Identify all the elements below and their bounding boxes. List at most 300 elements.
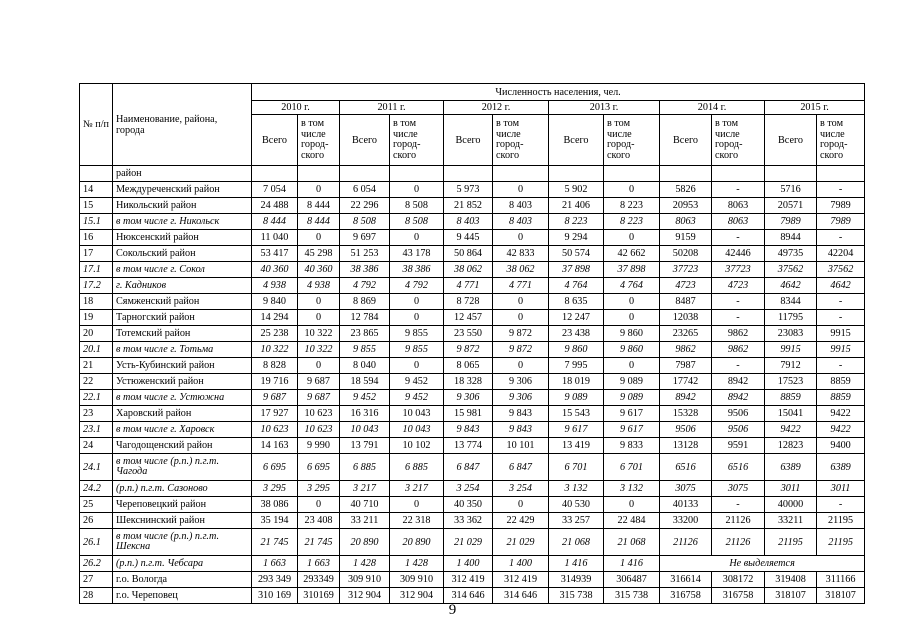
value-cell: 7989	[817, 198, 865, 214]
value-cell: 310 169	[252, 588, 298, 604]
value-cell: 21126	[660, 529, 712, 556]
value-cell: 20 890	[390, 529, 444, 556]
value-cell: 1 400	[444, 556, 493, 572]
value-cell: 9506	[660, 422, 712, 438]
value-cell: 10 043	[390, 406, 444, 422]
value-cell: 13 791	[340, 438, 390, 454]
row-name: Шекснинский район	[113, 513, 252, 529]
value-cell	[817, 166, 865, 182]
value-cell: 9862	[712, 342, 765, 358]
value-cell: 8 508	[390, 214, 444, 230]
value-cell	[444, 166, 493, 182]
value-cell: 40 350	[444, 497, 493, 513]
value-cell: 14 163	[252, 438, 298, 454]
value-cell: 9 840	[252, 294, 298, 310]
row-number: 24.1	[80, 454, 113, 481]
value-cell: 6516	[712, 454, 765, 481]
header-year: 2014 г.	[660, 101, 765, 115]
table-row	[80, 326, 865, 342]
value-cell: 11795	[765, 310, 817, 326]
value-cell: 8 828	[252, 358, 298, 374]
value-cell: 9 617	[604, 406, 660, 422]
value-cell: 8 403	[493, 198, 549, 214]
value-cell: 8 444	[298, 214, 340, 230]
value-cell: 23 408	[298, 513, 340, 529]
value-cell: 5 902	[549, 182, 604, 198]
value-cell: 21195	[765, 529, 817, 556]
header-total: Всего	[660, 115, 712, 166]
value-cell: 8 728	[444, 294, 493, 310]
value-cell: 9 860	[549, 342, 604, 358]
value-cell: 15041	[765, 406, 817, 422]
value-cell: 8859	[817, 374, 865, 390]
row-name: Никольский район	[113, 198, 252, 214]
value-cell: 38 062	[444, 262, 493, 278]
value-cell: 6 701	[549, 454, 604, 481]
table-row	[80, 198, 865, 214]
value-cell: 293349	[298, 572, 340, 588]
value-cell: 9 294	[549, 230, 604, 246]
value-cell: 0	[298, 358, 340, 374]
value-cell: 8 223	[604, 214, 660, 230]
value-cell: 9506	[712, 422, 765, 438]
value-cell: 37562	[765, 262, 817, 278]
row-number: 17.2	[80, 278, 113, 294]
value-cell: 0	[604, 497, 660, 513]
value-cell: 308172	[712, 572, 765, 588]
value-cell: 3 217	[390, 481, 444, 497]
value-cell: 21195	[817, 529, 865, 556]
value-cell: 309 910	[340, 572, 390, 588]
value-cell: 21 068	[549, 529, 604, 556]
value-cell: 9 306	[493, 390, 549, 406]
value-cell: 23 550	[444, 326, 493, 342]
value-cell: 15 543	[549, 406, 604, 422]
value-cell: 10 623	[298, 406, 340, 422]
value-cell: 9915	[817, 342, 865, 358]
value-cell: 18 594	[340, 374, 390, 390]
value-cell: -	[712, 294, 765, 310]
value-cell: 6 054	[340, 182, 390, 198]
value-cell: 10 043	[340, 422, 390, 438]
row-number: 26.2	[80, 556, 113, 572]
header-year: 2012 г.	[444, 101, 549, 115]
row-name: в том числе г. Сокол	[113, 262, 252, 278]
row-number: 19	[80, 310, 113, 326]
value-cell: 9 843	[493, 422, 549, 438]
value-cell	[298, 166, 340, 182]
row-name: г.о. Вологда	[113, 572, 252, 588]
value-cell: 37 898	[549, 262, 604, 278]
table-row	[80, 278, 865, 294]
value-cell: 312 904	[390, 588, 444, 604]
table-row	[80, 374, 865, 390]
value-cell: 316758	[712, 588, 765, 604]
value-cell: 13 774	[444, 438, 493, 454]
row-name: Чагодощенский район	[113, 438, 252, 454]
value-cell: 0	[493, 310, 549, 326]
table-row	[80, 230, 865, 246]
header-total: Всего	[252, 115, 298, 166]
value-cell: 9 860	[604, 326, 660, 342]
value-cell: 10 322	[298, 342, 340, 358]
value-cell: 50 864	[444, 246, 493, 262]
value-cell: 311166	[817, 572, 865, 588]
row-number: 24.2	[80, 481, 113, 497]
value-cell: 4 792	[340, 278, 390, 294]
value-cell: 0	[390, 182, 444, 198]
value-cell: 14 294	[252, 310, 298, 326]
value-cell: 9422	[817, 422, 865, 438]
value-cell: 312 419	[493, 572, 549, 588]
value-cell: 9422	[765, 422, 817, 438]
value-cell: 0	[604, 182, 660, 198]
value-cell: 22 296	[340, 198, 390, 214]
value-cell: 0	[298, 294, 340, 310]
value-cell: 8 635	[549, 294, 604, 310]
value-cell: 3 132	[604, 481, 660, 497]
value-cell: 9 452	[390, 390, 444, 406]
value-cell: 3 132	[549, 481, 604, 497]
value-cell: 4 764	[604, 278, 660, 294]
table-row	[80, 390, 865, 406]
row-number: 17.1	[80, 262, 113, 278]
value-cell: 8 223	[604, 198, 660, 214]
value-cell: 8063	[712, 198, 765, 214]
value-cell: 9 452	[390, 374, 444, 390]
value-cell: 0	[390, 310, 444, 326]
value-cell: 33 257	[549, 513, 604, 529]
row-name: (р.п.) п.г.т. Чебсара	[113, 556, 252, 572]
table-body	[80, 166, 865, 604]
value-cell: 9 306	[493, 374, 549, 390]
value-cell: 21 852	[444, 198, 493, 214]
value-cell: 316758	[660, 588, 712, 604]
header-year: 2011 г.	[340, 101, 444, 115]
row-name: (р.п.) п.г.т. Сазоново	[113, 481, 252, 497]
value-cell: 312 419	[444, 572, 493, 588]
row-name: г. Кадников	[113, 278, 252, 294]
value-cell: 40000	[765, 497, 817, 513]
value-cell: -	[817, 358, 865, 374]
row-name: Междуреченский район	[113, 182, 252, 198]
value-cell: 37723	[660, 262, 712, 278]
value-cell: 5716	[765, 182, 817, 198]
value-cell: 6 847	[493, 454, 549, 481]
table-row	[80, 572, 865, 588]
row-name: Харовский район	[113, 406, 252, 422]
value-cell: 319408	[765, 572, 817, 588]
value-cell	[252, 166, 298, 182]
header-urban: в том числе город-ского	[493, 115, 549, 166]
value-cell: 8942	[712, 390, 765, 406]
value-cell	[604, 166, 660, 182]
value-cell: 9591	[712, 438, 765, 454]
value-cell: 7912	[765, 358, 817, 374]
value-cell: 37562	[817, 262, 865, 278]
value-cell: 9 687	[298, 390, 340, 406]
value-cell: 306487	[604, 572, 660, 588]
value-cell: 42 833	[493, 246, 549, 262]
value-cell: 9 855	[340, 342, 390, 358]
value-cell: 40 530	[549, 497, 604, 513]
row-number: 27	[80, 572, 113, 588]
value-cell: 9 306	[444, 390, 493, 406]
value-cell	[493, 166, 549, 182]
value-cell: 310169	[298, 588, 340, 604]
value-cell: 10 623	[298, 422, 340, 438]
value-cell: 3011	[817, 481, 865, 497]
value-cell: 8859	[817, 390, 865, 406]
row-number: 23	[80, 406, 113, 422]
table-row	[80, 358, 865, 374]
value-cell: 0	[604, 358, 660, 374]
value-cell: 3 254	[444, 481, 493, 497]
value-cell	[765, 166, 817, 182]
value-cell: 33211	[765, 513, 817, 529]
value-cell: 22 429	[493, 513, 549, 529]
header-total: Всего	[765, 115, 817, 166]
value-cell: 38 386	[340, 262, 390, 278]
row-number: 20.1	[80, 342, 113, 358]
table-row	[80, 454, 865, 481]
row-name: в том числе (р.п.) п.г.т. Шексна	[113, 529, 252, 556]
value-cell: 7 995	[549, 358, 604, 374]
page-number: 9	[448, 602, 457, 618]
value-cell: 35 194	[252, 513, 298, 529]
value-cell: 4 771	[444, 278, 493, 294]
value-cell: 11 040	[252, 230, 298, 246]
value-cell: 7989	[765, 214, 817, 230]
value-cell: 17742	[660, 374, 712, 390]
value-cell: 21195	[817, 513, 865, 529]
row-number: 18	[80, 294, 113, 310]
row-number: 24	[80, 438, 113, 454]
value-cell: 17 927	[252, 406, 298, 422]
value-cell: 42204	[817, 246, 865, 262]
value-cell: 1 400	[493, 556, 549, 572]
header-urban: в том числе город-ского	[712, 115, 765, 166]
row-name: Тотемский район	[113, 326, 252, 342]
value-cell: 8 508	[340, 214, 390, 230]
value-cell: 10 623	[252, 422, 298, 438]
value-cell: 18 019	[549, 374, 604, 390]
value-cell: 0	[493, 294, 549, 310]
value-cell: 314 646	[444, 588, 493, 604]
table-row	[80, 497, 865, 513]
value-cell	[390, 166, 444, 182]
value-cell: 22 318	[390, 513, 444, 529]
value-cell: -	[712, 230, 765, 246]
value-cell: -	[712, 182, 765, 198]
value-cell: 6 695	[252, 454, 298, 481]
row-name: Нюксенский район	[113, 230, 252, 246]
value-cell: 9 843	[493, 406, 549, 422]
value-cell: 7 054	[252, 182, 298, 198]
row-name: Тарногский район	[113, 310, 252, 326]
value-cell: 9 687	[298, 374, 340, 390]
row-number: 28	[80, 588, 113, 604]
value-cell: 3 295	[252, 481, 298, 497]
value-cell: 0	[298, 182, 340, 198]
value-cell: -	[712, 310, 765, 326]
value-cell: 0	[493, 358, 549, 374]
row-number: 25	[80, 497, 113, 513]
value-cell: 0	[298, 497, 340, 513]
value-cell: 40133	[660, 497, 712, 513]
value-cell: 9 872	[444, 342, 493, 358]
value-cell: 9 697	[340, 230, 390, 246]
value-cell: 10 322	[298, 326, 340, 342]
value-cell: 9862	[660, 342, 712, 358]
value-cell: 9 855	[390, 326, 444, 342]
value-cell: 0	[604, 310, 660, 326]
value-cell: 3011	[765, 481, 817, 497]
table-row	[80, 481, 865, 497]
row-name: в том числе (р.п.) п.г.т. Чагода	[113, 454, 252, 481]
row-number: 22	[80, 374, 113, 390]
value-cell: 309 910	[390, 572, 444, 588]
value-cell: 4 771	[493, 278, 549, 294]
value-cell: 9 872	[493, 326, 549, 342]
value-cell: 3 217	[340, 481, 390, 497]
table-row	[80, 422, 865, 438]
value-cell: 5826	[660, 182, 712, 198]
value-cell: 20953	[660, 198, 712, 214]
value-cell: 12 784	[340, 310, 390, 326]
value-cell: 21 029	[444, 529, 493, 556]
value-cell: 37 898	[604, 262, 660, 278]
value-cell: 318107	[817, 588, 865, 604]
value-cell: 9 089	[604, 374, 660, 390]
value-cell: 25 238	[252, 326, 298, 342]
row-number: 20	[80, 326, 113, 342]
value-cell: 19 716	[252, 374, 298, 390]
value-cell: -	[712, 497, 765, 513]
value-cell: 8 040	[340, 358, 390, 374]
value-cell: 0	[390, 358, 444, 374]
value-cell: 3075	[712, 481, 765, 497]
value-cell: 9 617	[549, 422, 604, 438]
value-cell: 9 860	[604, 342, 660, 358]
table-row	[80, 294, 865, 310]
value-cell: 50 574	[549, 246, 604, 262]
header-total: Всего	[549, 115, 604, 166]
value-cell: 4 938	[298, 278, 340, 294]
row-number: 14	[80, 182, 113, 198]
value-cell: 21 745	[298, 529, 340, 556]
value-cell: 12 247	[549, 310, 604, 326]
value-cell: 9 617	[604, 422, 660, 438]
value-cell: -	[817, 230, 865, 246]
value-cell: -	[817, 310, 865, 326]
value-cell: 8 223	[549, 214, 604, 230]
header-year: 2015 г.	[765, 101, 865, 115]
value-cell: 53 417	[252, 246, 298, 262]
value-cell: 4723	[712, 278, 765, 294]
value-cell: 21 745	[252, 529, 298, 556]
table-row	[80, 214, 865, 230]
row-number: 21	[80, 358, 113, 374]
table-row	[80, 246, 865, 262]
value-cell: 4 792	[390, 278, 444, 294]
row-name: в том числе г. Харовск	[113, 422, 252, 438]
value-cell: 4 764	[549, 278, 604, 294]
value-cell: 9422	[817, 406, 865, 422]
value-cell: 23 865	[340, 326, 390, 342]
value-cell: 20571	[765, 198, 817, 214]
value-cell: 12 457	[444, 310, 493, 326]
value-cell: 1 663	[252, 556, 298, 572]
value-cell: 9 687	[252, 390, 298, 406]
row-name: район	[113, 166, 252, 182]
value-cell	[660, 166, 712, 182]
value-cell: 9 833	[604, 438, 660, 454]
row-number: 26	[80, 513, 113, 529]
value-cell: 8063	[712, 214, 765, 230]
value-cell: 314939	[549, 572, 604, 588]
table-row	[80, 166, 865, 182]
value-cell: 24 488	[252, 198, 298, 214]
value-cell: 0	[390, 497, 444, 513]
row-number: 26.1	[80, 529, 113, 556]
value-cell: 9 843	[444, 422, 493, 438]
header-name: Наименование, района, города	[113, 84, 252, 166]
value-cell: 15328	[660, 406, 712, 422]
value-cell: 9506	[712, 406, 765, 422]
table-row	[80, 262, 865, 278]
value-cell: 8942	[660, 390, 712, 406]
value-cell: 38 086	[252, 497, 298, 513]
value-cell: 6389	[765, 454, 817, 481]
value-cell: 21126	[712, 513, 765, 529]
header-total: Всего	[340, 115, 390, 166]
value-cell: -	[817, 294, 865, 310]
value-cell: 9 872	[493, 342, 549, 358]
value-cell: 1 428	[390, 556, 444, 572]
value-cell: 13128	[660, 438, 712, 454]
value-cell: 0	[493, 182, 549, 198]
not-allocated-note: Не выделяется	[660, 556, 865, 572]
value-cell: 9 990	[298, 438, 340, 454]
value-cell: 4723	[660, 278, 712, 294]
value-cell: 21 029	[493, 529, 549, 556]
value-cell: 10 043	[390, 422, 444, 438]
value-cell: 3 295	[298, 481, 340, 497]
row-number: 22.1	[80, 390, 113, 406]
value-cell: 0	[298, 310, 340, 326]
value-cell: 8944	[765, 230, 817, 246]
table-row	[80, 406, 865, 422]
table-row	[80, 529, 865, 556]
header-total: Всего	[444, 115, 493, 166]
value-cell: 1 416	[549, 556, 604, 572]
value-cell	[340, 166, 390, 182]
row-name: в том числе г. Никольск	[113, 214, 252, 230]
value-cell: -	[817, 497, 865, 513]
value-cell: 8487	[660, 294, 712, 310]
row-number	[80, 166, 113, 182]
value-cell: 3 254	[493, 481, 549, 497]
row-name: в том числе г. Устюжна	[113, 390, 252, 406]
row-number: 16	[80, 230, 113, 246]
value-cell: 6 695	[298, 454, 340, 481]
value-cell: 21 406	[549, 198, 604, 214]
value-cell: 6516	[660, 454, 712, 481]
value-cell: 1 663	[298, 556, 340, 572]
value-cell: 3075	[660, 481, 712, 497]
table-row	[80, 310, 865, 326]
